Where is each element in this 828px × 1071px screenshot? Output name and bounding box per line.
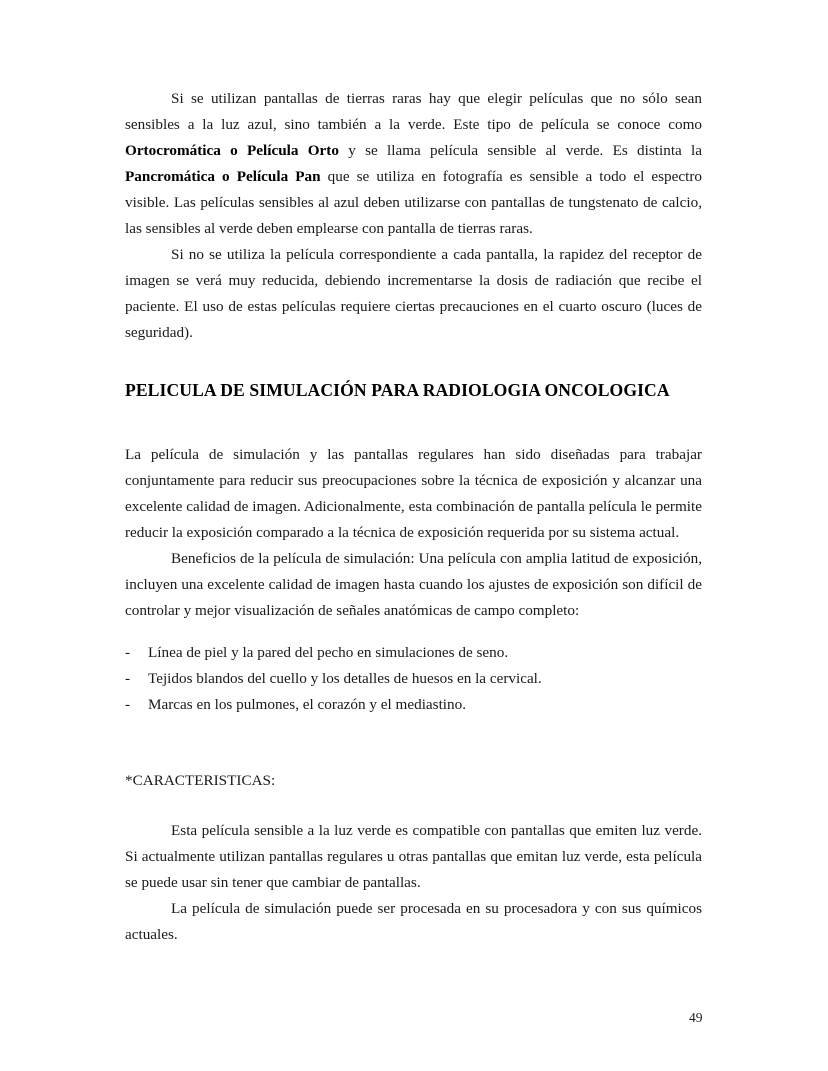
paragraph-text: Si se utilizan pantallas de tierras raras hay que elegir películas que no sólo sean sensibles a la luz azul, sino también a la verde. Este tipo de película se conoce como [125, 90, 702, 133]
paragraph-pantalla-correspondiente: Si no se utiliza la película correspondiente a cada pantalla, la rapidez del receptor de imagen se verá muy reducida, debiendo incrementarse la dosis de radiación que recibe el paciente. El uso de estas películas requiere ciertas precauciones en el cuarto oscuro (luces de seguridad). [125, 246, 702, 341]
list-bullet: - [125, 696, 131, 713]
paragraph-beneficios: Beneficios de la película de simulación: Una película con amplia latitud de exposición, incluyen una excelente calidad de imagen hasta cuando los ajustes de exposición son difícil de controlar y mejor visualización de señales anatómicas de campo completo: [125, 550, 702, 619]
document-page [125, 86, 702, 948]
benefits-list [125, 640, 702, 718]
paragraph-pelicula-simulacion: La película de simulación y las pantallas regulares han sido diseñadas para trabajar conjuntamente para reducir sus preocupaciones sobre la técnica de exposición y alcanzar una excelente calidad de imagen. Adicionalmente, esta combinación de pantalla película le permite reducir la exposición comparado a la técnica de exposición requerida por su sistema actual. [125, 446, 702, 541]
section-heading: PELICULA DE SIMULACIÓN PARA RADIOLOGIA ONCOLOGICA [125, 380, 670, 400]
bold-term-pancromatica: Pancromática o Película Pan [125, 168, 321, 185]
list-item: - Tejidos blandos del cuello y los detalles de huesos en la cervical. [125, 666, 702, 692]
list-bullet: - [125, 670, 131, 687]
paragraph-text: y se llama película sensible al verde. Es distinta la [338, 142, 703, 159]
list-item: - Marcas en los pulmones, el corazón y el mediastino. [125, 692, 702, 718]
paragraph-text: que se utiliza en fotografía es sensible a todo el espectro visible. Las películas sensibles al azul deben utilizarse con pantallas de tungstenato de calcio, las sensibles al verde deben emplearse con pantalla de tierras raras. [125, 168, 702, 237]
page-number: 49 [689, 1010, 703, 1025]
paragraph-tierras-raras [125, 86, 702, 242]
caracteristicas-label: *CARACTERISTICAS: [125, 772, 276, 789]
list-item: - Línea de piel y la pared del pecho en simulaciones de seno. [125, 640, 702, 666]
paragraph-procesadora: La película de simulación puede ser procesada en su procesadora y con sus químicos actuales. [125, 900, 702, 943]
paragraph-luz-verde: Esta película sensible a la luz verde es compatible con pantallas que emiten luz verde. Si actualmente utilizan pantallas regulares u otras pantallas que emitan luz verde, esta película se puede usar sin tener que cambiar de pantallas. [125, 822, 702, 891]
bold-term-ortocromatica: Ortocromática o Película Orto [125, 142, 339, 159]
list-bullet: - [125, 644, 131, 661]
